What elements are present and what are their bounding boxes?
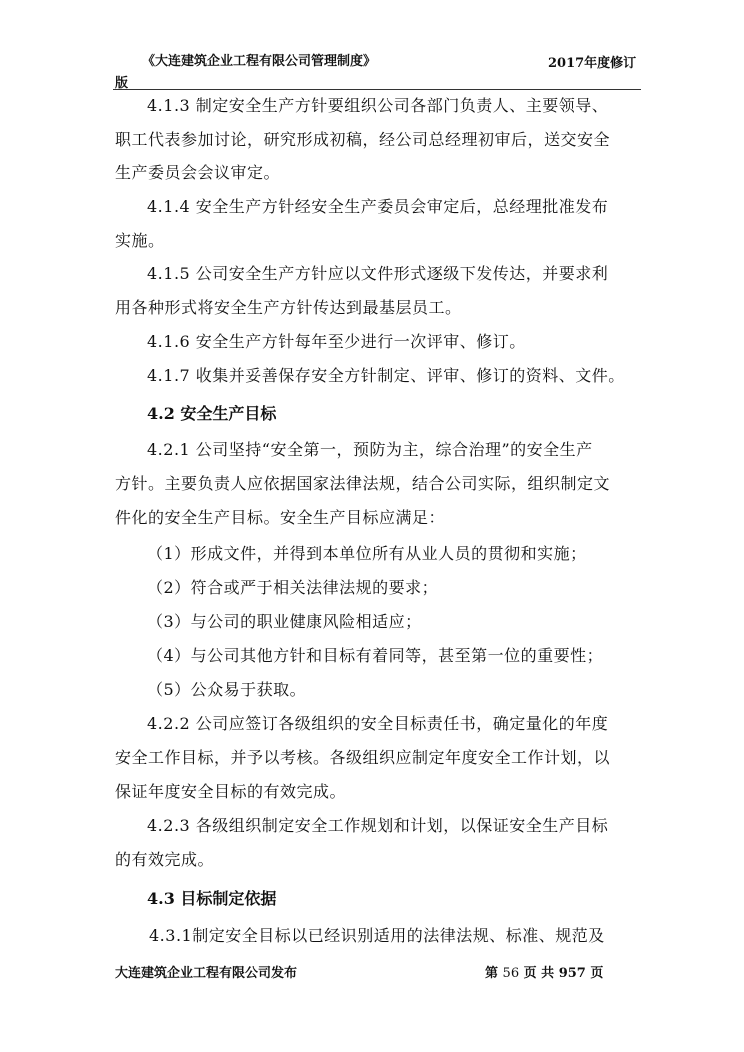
paragraph-line: 实施。	[115, 231, 165, 250]
list-item: （2）符合或严于相关法律法规的要求；	[147, 578, 439, 597]
page-mid: 页 共	[523, 966, 555, 981]
section-heading: 4.3 目标制定依据	[147, 889, 277, 908]
page-number	[485, 962, 603, 981]
paragraph-line: 生产委员会会议审定。	[115, 163, 281, 182]
paragraph-line: 的有效完成。	[115, 850, 215, 869]
header-edition: 2017年度修订	[548, 56, 637, 71]
page-total: 957	[558, 966, 586, 981]
paragraph-line: 4.2.2 公司应签订各级组织的安全目标责任书，确定量化的年度	[147, 714, 609, 733]
page-suffix: 页	[590, 966, 604, 981]
paragraph-line: 件化的安全生产目标。安全生产目标应满足：	[115, 508, 446, 527]
list-item: （5）公众易于获取。	[147, 680, 307, 699]
paragraph-line: 4.1.6 安全生产方针每年至少进行一次评审、修订。	[147, 332, 526, 351]
header-title: 《大连建筑企业工程有限公司管理制度》	[142, 54, 377, 69]
paragraph-line: 4.1.7 收集并妥善保存安全方针制定、评审、修订的资料、文件。	[147, 366, 625, 385]
paragraph-line: 4.1.3 制定安全生产方针要组织公司各部门负责人、主要领导、	[147, 96, 609, 115]
list-item: （1）形成文件，并得到本单位所有从业人员的贯彻和实施；	[147, 544, 587, 563]
paragraph-line: 4.2.3 各级组织制定安全工作规划和计划，以保证安全生产目标	[147, 816, 609, 835]
header-divider	[113, 89, 641, 90]
header-edition-wrap: 版	[115, 76, 129, 91]
paragraph-line: 保证年度安全目标的有效完成。	[115, 782, 347, 801]
paragraph-line: 职工代表参加讨论，研究形成初稿，经公司总经理初审后，送交安全	[115, 130, 611, 149]
paragraph-line: 方针。主要负责人应依据国家法律法规，结合公司实际，组织制定文	[115, 474, 611, 493]
paragraph-line: 4.1.5 公司安全生产方针应以文件形式逐级下发传达，并要求利	[147, 264, 609, 283]
list-item: （3）与公司的职业健康风险相适应；	[147, 612, 422, 631]
paragraph-line: 用各种形式将安全生产方针传达到最基层员工。	[115, 298, 462, 317]
paragraph-line: 4.2.1 公司坚持“安全第一，预防为主，综合治理”的安全生产	[147, 440, 593, 459]
page-current: 56	[502, 966, 520, 981]
section-heading: 4.2 安全生产目标	[147, 404, 277, 423]
paragraph-line: 安全工作目标，并予以考核。各级组织应制定年度安全工作计划，以	[115, 748, 611, 767]
footer-publisher: 大连建筑企业工程有限公司发布	[115, 966, 298, 981]
paragraph-line: 4.3.1制定安全目标以已经识别适用的法律法规、标准、规范及	[149, 926, 605, 945]
page-prefix: 第	[485, 966, 499, 981]
list-item: （4）与公司其他方针和目标有着同等，甚至第一位的重要性；	[147, 646, 604, 665]
paragraph-line: 4.1.4 安全生产方针经安全生产委员会审定后，总经理批准发布	[147, 197, 609, 216]
